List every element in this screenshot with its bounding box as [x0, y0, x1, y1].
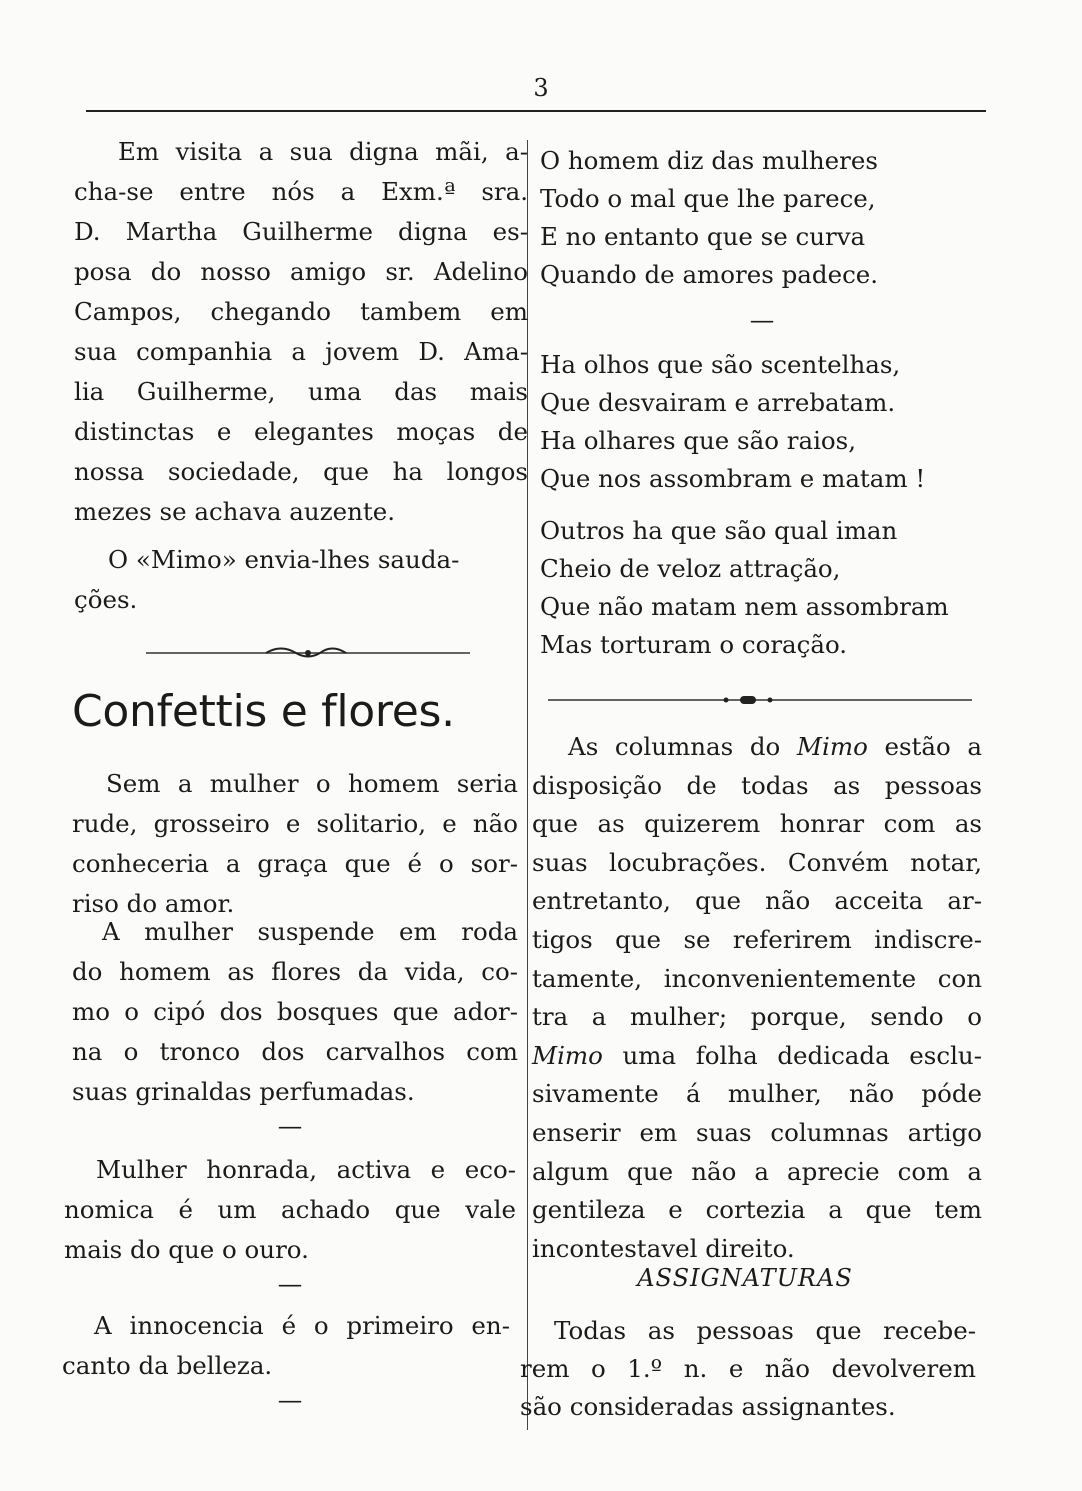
text-line: sua companhia a jovem D. Ama- — [74, 337, 528, 366]
section-title: Confettis e flores. — [72, 686, 455, 737]
text-line: rem o 1.º n. e não devolverem — [520, 1354, 976, 1383]
text-line: Sem a mulher o homem seria — [106, 769, 518, 798]
header-rule — [86, 110, 986, 112]
text-line: disposição de todas as pessoas — [532, 770, 982, 800]
text-line: suas grinaldas perfumadas. — [72, 1077, 415, 1106]
text-line: O «Mimo» envia-lhes sauda- — [108, 545, 460, 574]
text-line: mo o cipó dos bosques que ador- — [72, 997, 518, 1026]
visit-notice — [74, 132, 528, 532]
text-line: Mimo uma folha dedicada esclu- — [532, 1040, 982, 1070]
poem-line: O homem diz das mulheres — [540, 146, 878, 175]
poem-stanza-3 — [540, 512, 980, 664]
poem-line: Cheio de veloz attração, — [540, 554, 841, 583]
text-line: incontestavel direito. — [532, 1233, 795, 1263]
text-line: A innocencia é o primeiro en- — [94, 1311, 510, 1340]
text-line: Mulher honrada, activa e eco- — [96, 1155, 516, 1184]
text-line: que as quizerem honrar com as — [532, 809, 982, 839]
dash-separator: — — [277, 1111, 303, 1140]
page-number: 3 — [533, 74, 549, 102]
text-line: lia Guilherme, uma das mais — [74, 377, 528, 406]
poem-line: Que nos assombram e matam ! — [540, 464, 926, 493]
subscriptions-heading: ASSIGNATURAS — [637, 1264, 853, 1292]
text-line: riso do amor. — [72, 889, 235, 918]
text-line: mezes se achava auzente. — [74, 497, 396, 526]
greeting — [74, 540, 528, 620]
confettis-paragraph-4 — [62, 1306, 510, 1386]
text-line: gentileza e cortezia a que tem — [532, 1195, 982, 1225]
poem-line: E no entanto que se curva — [540, 222, 866, 251]
text-line: tra a mulher; porque, sendo o — [532, 1002, 982, 1032]
text-line: conheceria a graça que é o sor- — [72, 849, 518, 878]
text-line: nossa sociedade, que ha longos — [74, 457, 528, 486]
dash-separator: — — [277, 1385, 303, 1414]
poem-line: Quando de amores padece. — [540, 260, 879, 289]
text-segment: As columnas do Mimo estão a — [568, 732, 982, 761]
confettis-paragraph-1 — [72, 764, 518, 924]
poem-stanza-1 — [540, 142, 980, 294]
text-line: distinctas e elegantes moças de — [74, 417, 528, 446]
poem-line: Todo o mal que lhe parece, — [540, 184, 876, 213]
text-line: Em visita a sua digna mãi, a- — [118, 137, 528, 166]
text-line: mais do que o ouro. — [64, 1235, 309, 1264]
text-line: Todas as pessoas que recebe- — [554, 1316, 976, 1345]
text-line: canto da belleza. — [62, 1351, 273, 1380]
poem-line: Ha olhares que são raios, — [540, 426, 857, 455]
text-line: algum que não a aprecie com a — [532, 1156, 982, 1186]
text-line: Campos, chegando tambem em — [74, 297, 528, 326]
text-line: são consideradas assignantes. — [520, 1392, 896, 1421]
text-line: sivamente á mulher, não póde — [532, 1079, 982, 1109]
text-line: do homem as flores da vida, co- — [72, 957, 518, 986]
text-line: tamente, inconvenientemente con — [532, 963, 982, 993]
text-line: posa do nosso amigo sr. Adelino — [74, 257, 528, 286]
poem-line: Que não matam nem assombram — [540, 592, 949, 621]
confettis-paragraph-3 — [64, 1150, 516, 1270]
editorial-notice — [532, 728, 982, 1268]
ornament-divider — [146, 640, 470, 666]
poem-dash: — — [749, 305, 775, 334]
poem-stanza-2 — [540, 346, 980, 498]
poem-line: Outros ha que são qual iman — [540, 516, 898, 545]
text-line: D. Martha Guilherme digna es- — [74, 217, 528, 246]
confettis-paragraph-2 — [72, 912, 518, 1112]
text-line: suas locubrações. Convém notar, — [532, 847, 982, 877]
poem-line: Ha olhos que são scentelhas, — [540, 350, 901, 379]
text-line — [532, 728, 982, 767]
text-line: nomica é um achado que vale — [64, 1195, 516, 1224]
text-line: A mulher suspende em roda — [102, 917, 518, 946]
text-line: cha-se entre nós a Exm.ª sra. — [74, 177, 528, 206]
poem-line: Que desvairam e arrebatam. — [540, 388, 896, 417]
subscriptions-text — [520, 1312, 976, 1426]
ornament-divider — [548, 690, 972, 710]
text-line: enserir em suas columnas artigo — [532, 1117, 982, 1147]
dash-separator: — — [277, 1269, 303, 1298]
text-line: ções. — [74, 585, 138, 614]
poem-line: Mas torturam o coração. — [540, 630, 848, 659]
text-line: tigos que se referirem indiscre- — [532, 924, 982, 954]
text-line: entretanto, que não acceita ar- — [532, 886, 982, 916]
text-line: rude, grosseiro e solitario, e não — [72, 809, 518, 838]
text-line: na o tronco dos carvalhos com — [72, 1037, 518, 1066]
